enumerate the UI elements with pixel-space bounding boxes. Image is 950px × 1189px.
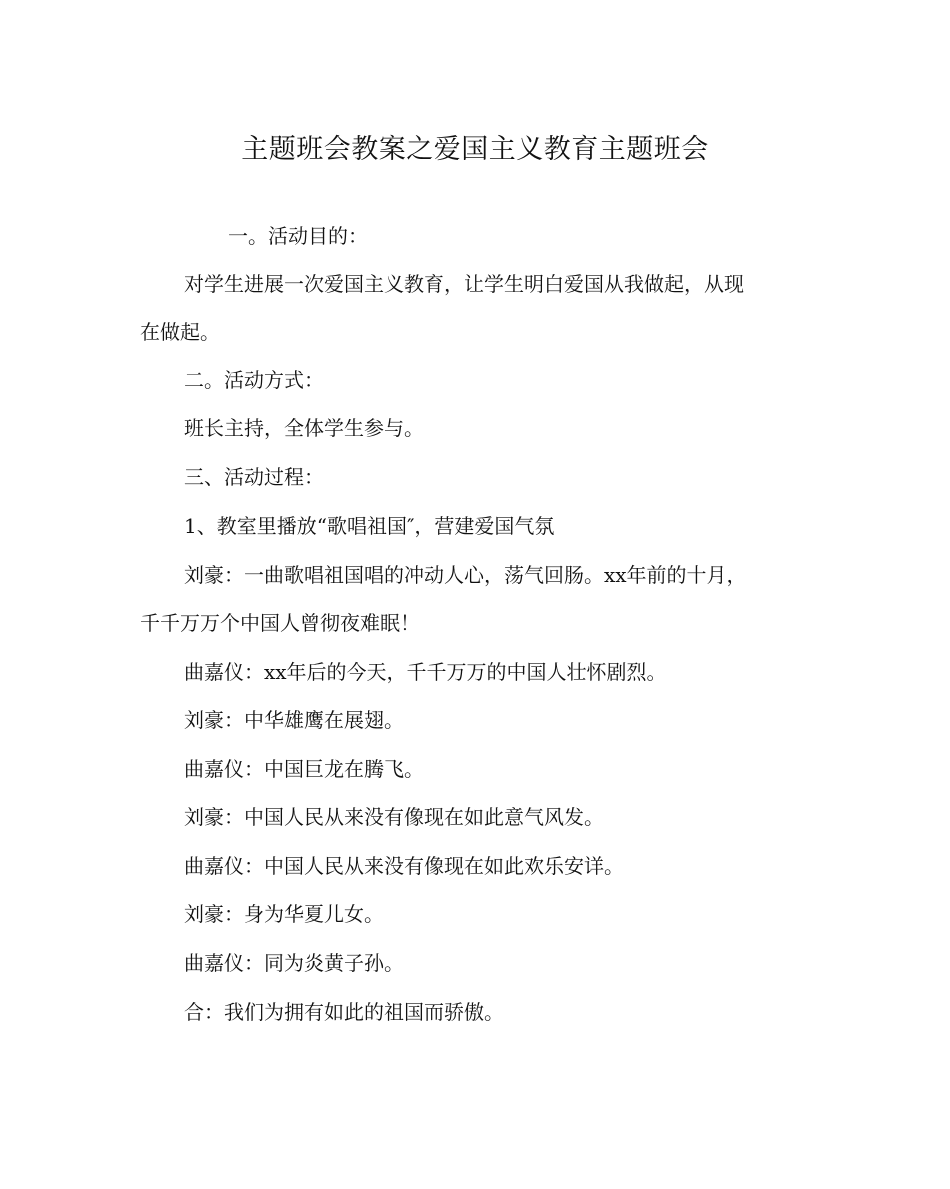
- dialogue-line: 曲嘉仪：同为炎黄子孙。: [184, 951, 404, 975]
- dialogue-line: 刘豪：一曲歌唱祖国唱的冲动人心，荡气回肠。xx年前的十月，: [184, 563, 747, 587]
- dialogue-line: 刘豪：身为华夏儿女。: [184, 902, 384, 926]
- dialogue-line: 刘豪：中华雄鹰在展翅。: [184, 708, 404, 732]
- paragraph-line: 班长主持，全体学生参与。: [184, 416, 424, 440]
- section-heading-3: 三、活动过程：: [184, 465, 324, 489]
- dialogue-line: 千千万万个中国人曾彻夜难眠！: [140, 611, 420, 635]
- section-heading-2: 二。活动方式：: [184, 368, 324, 392]
- document-title: 主题班会教案之爱国主义教育主题班会: [241, 134, 709, 165]
- dialogue-line: 曲嘉仪：中国人民从来没有像现在如此欢乐安详。: [184, 854, 624, 878]
- dialogue-line: 曲嘉仪：中国巨龙在腾飞。: [184, 757, 424, 781]
- section-heading-1: 一。活动目的：: [228, 224, 368, 248]
- dialogue-line: 刘豪：中国人民从来没有像现在如此意气风发。: [184, 805, 604, 829]
- dialogue-line: 合：我们为拥有如此的祖国而骄傲。: [184, 1000, 504, 1024]
- dialogue-line: 曲嘉仪：xx年后的今天，千千万万的中国人壮怀剧烈。: [184, 660, 667, 684]
- paragraph-line: 在做起。: [140, 320, 220, 344]
- paragraph-line: 对学生进展一次爱国主义教育，让学生明白爱国从我做起，从现: [184, 272, 744, 296]
- paragraph-line: 1、教室里播放“歌唱祖国″，营建爱国气氛: [184, 514, 555, 538]
